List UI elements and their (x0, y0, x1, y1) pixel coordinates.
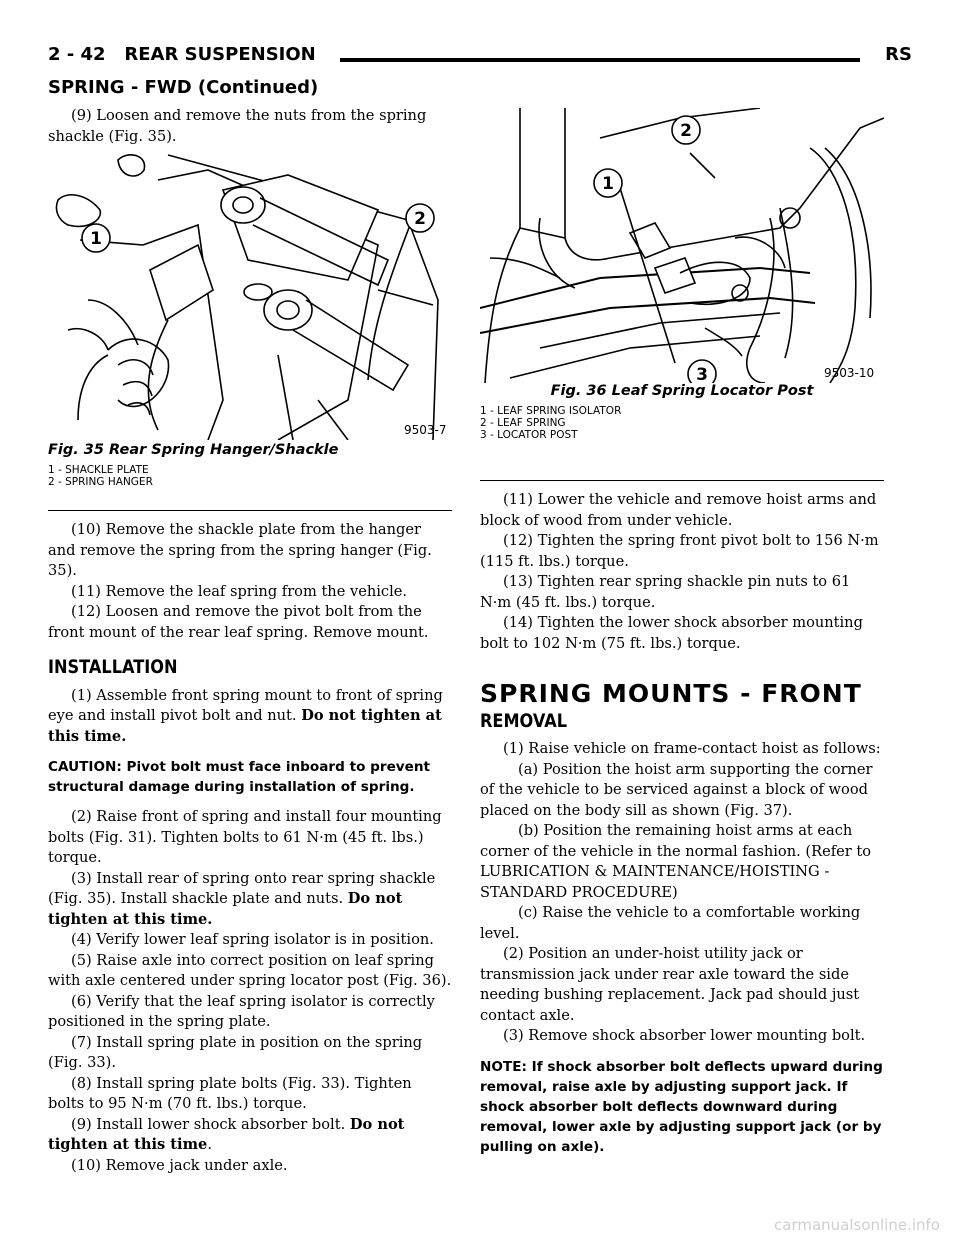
figure-35-caption: Fig. 35 Rear Spring Hanger/Shackle (48, 442, 339, 458)
install-step-3: (3) Install rear of spring onto rear spring shackle (Fig. 35). Install shackle plate and nuts. Do not tighten at this time. (48, 869, 436, 928)
spring-hanger-illustration (48, 150, 452, 440)
left-intro (48, 106, 452, 147)
removal-step-1b: (b) Position the remaining hoist arms at each corner of the vehicle in the normal fashion. (Refer to LUBRICATION & MAINTENANCE/HOISTING - STANDARD PROCEDURE) (480, 822, 872, 901)
step-12: (12) Loosen and remove the pivot bolt from the front mount of the rear leaf spring. Remove mount. (48, 603, 429, 641)
removal-step-1a: (a) Position the hoist arm supporting the corner of the vehicle to be serviced against a block of wood placed on the body sill as shown (Fig. 37). (480, 760, 873, 819)
removal-step-2: (2) Position an under-hoist utility jack or transmission jack under rear axle toward the side needing bushing replacement. Jack pad should just contact axle. (480, 945, 860, 1024)
step-13-tighten: (13) Tighten rear spring shackle pin nuts to 61 N·m (45 ft. lbs.) torque. (480, 573, 851, 611)
caution-note: CAUTION: Pivot bolt must face inboard to prevent structural damage during installation of spring. (48, 759, 431, 795)
install-step-2: (2) Raise front of spring and install four mounting bolts (Fig. 31). Tighten bolts to 61 N·m (45 ft. lbs.) torque. (48, 808, 442, 866)
callout-2: 2 (414, 209, 426, 229)
step-10: (10) Remove the shackle plate from the hanger and remove the spring from the spring hanger (Fig. 35). (48, 521, 432, 579)
install-step-4: (4) Verify lower leaf spring isolator is in position. (71, 931, 434, 948)
install-step-7: (7) Install spring plate in position on the spring (Fig. 33). (48, 1033, 423, 1071)
legend-item: 2 - SPRING HANGER (48, 476, 153, 488)
removal-step-1c: (c) Raise the vehicle to a comfortable working level. (480, 904, 861, 942)
callout-3: 3 (696, 365, 708, 383)
legend-item: 3 - LOCATOR POST (480, 429, 578, 441)
installation-heading: INSTALLATION (48, 656, 178, 678)
legend-item: 1 - SHACKLE PLATE (48, 464, 149, 476)
step-14-tighten: (14) Tighten the lower shock absorber mounting bolt to 102 N·m (75 ft. lbs.) torque. (480, 614, 863, 652)
callout-1: 1 (602, 174, 614, 194)
page-number: 2 - 42 (48, 44, 106, 65)
install-step-10: (10) Remove jack under axle. (71, 1156, 288, 1174)
install-step-8: (8) Install spring plate bolts (Fig. 33). Tighten bolts to 95 N·m (70 ft. lbs.) torque. (48, 1074, 412, 1112)
figure-35-legend (48, 464, 452, 488)
removal-step-3: (3) Remove shock absorber lower mounting bolt. (503, 1027, 866, 1044)
install-step-9: (9) Install lower shock absorber bolt. Do not tighten at this time. (48, 1115, 405, 1153)
figure-divider (48, 510, 452, 511)
continued-title: SPRING - FWD (Continued) (48, 77, 319, 98)
figure-code: 9503-10 (824, 366, 875, 380)
header-rule (340, 58, 860, 62)
spring-mounts-heading: SPRING MOUNTS - FRONT (480, 679, 862, 708)
shock-absorber-note: NOTE: If shock absorber bolt deflects upward during removal, raise axle by adjusting support jack. If shock absorber bolt deflects downward during removal, lower axle by adjusting support jack (or by pulling on axle). (480, 1058, 883, 1155)
page-header (48, 44, 912, 70)
left-column (48, 520, 452, 1176)
removal-step-1: (1) Raise vehicle on frame-contact hoist as follows: (503, 740, 881, 757)
manual-code: RS (885, 44, 912, 65)
step-11-lower: (11) Lower the vehicle and remove hoist arms and block of wood from under vehicle. (480, 491, 877, 529)
callout-2: 2 (680, 121, 692, 141)
install-step-1: (1) Assemble front spring mount to front of spring eye and install pivot bolt and nut. Do not tighten at this time. (48, 686, 443, 745)
callout-1: 1 (90, 229, 102, 249)
figure-code: 9503-7 (404, 423, 447, 437)
figure-35 (48, 150, 452, 488)
figure-divider (480, 480, 884, 481)
legend-item: 2 - LEAF SPRING (480, 417, 566, 429)
figure-36 (480, 108, 884, 441)
removal-heading: REMOVAL (480, 709, 568, 732)
figure-36-caption: Fig. 36 Leaf Spring Locator Post (550, 383, 814, 399)
legend-item: 1 - LEAF SPRING ISOLATOR (480, 405, 622, 417)
watermark: carmanualsonline.info (774, 1216, 940, 1234)
install-step-5: (5) Raise axle into correct position on leaf spring with axle centered under spring locator post (Fig. 36). (48, 951, 452, 989)
header-left (48, 44, 316, 65)
locator-post-illustration (480, 108, 884, 383)
figure-36-legend (480, 405, 884, 441)
step-11: (11) Remove the leaf spring from the vehicle. (71, 582, 408, 600)
section-name: REAR SUSPENSION (124, 44, 316, 65)
right-column (480, 490, 884, 1157)
step-9-loosen: (9) Loosen and remove the nuts from the spring shackle (Fig. 35). (48, 107, 427, 145)
step-12-tighten: (12) Tighten the spring front pivot bolt to 156 N·m (115 ft. lbs.) torque. (480, 532, 879, 570)
install-step-6: (6) Verify that the leaf spring isolator is correctly positioned in the spring plate. (48, 992, 435, 1030)
